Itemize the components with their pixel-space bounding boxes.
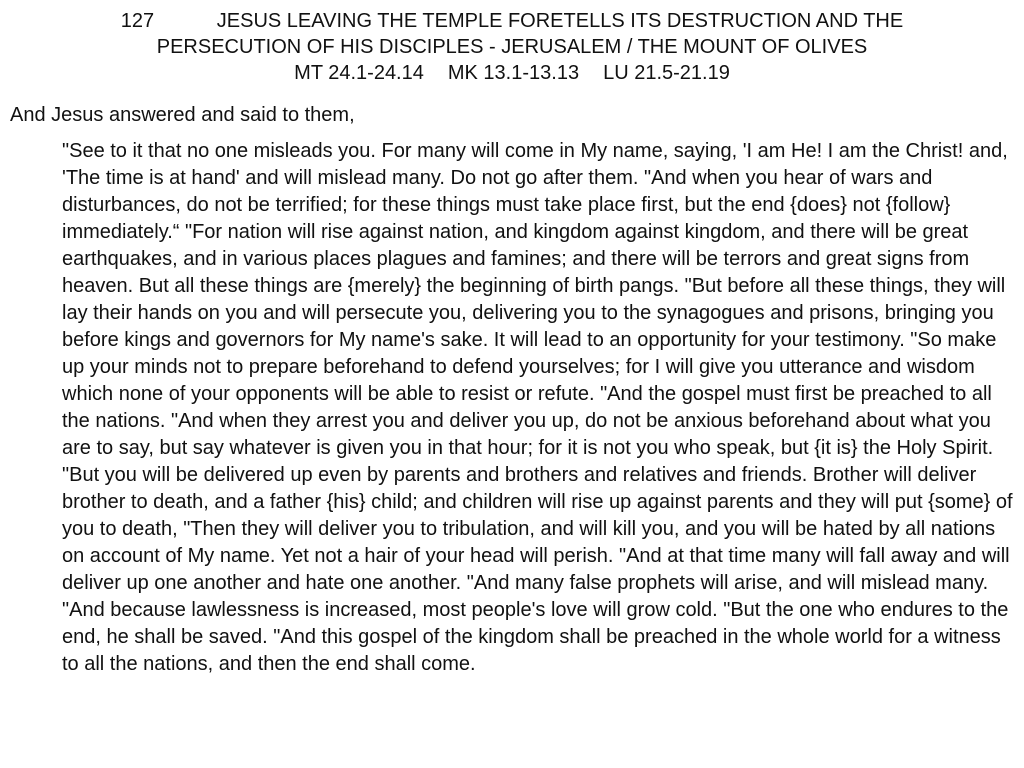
heading-title-line-1: JESUS LEAVING THE TEMPLE FORETELLS ITS DESTRUCTION AND THE: [216, 10, 904, 32]
scripture-references: [0, 60, 1024, 86]
intro-line: And Jesus answered and said to them,: [10, 104, 355, 126]
reference-luke: LU 21.5-21.19: [603, 62, 730, 84]
reference-matthew: MT 24.1-24.14: [294, 62, 424, 84]
reference-mark: MK 13.1-13.13: [447, 62, 580, 84]
heading-title-line-2: PERSECUTION OF HIS DISCIPLES - JERUSALEM / THE MOUNT OF OLIVES: [156, 36, 868, 58]
heading-line-1: [0, 8, 1024, 34]
passage-body: "See to it that no one misleads you. For many will come in My name, saying, 'I am He! I am the Christ! and, 'The time is at hand' and will mislead many. Do not go after them. "And when you hear of wars and disturbances, do not be terrified; for these things must take place first, but the end {does} not {follow} immediately.“ "For nation will rise against nation, and kingdom against kingdom, and there will be great earthquakes, and in various places plagues and famines; and there will be terrors and great signs from heaven. But all these things are {merely} the beginning of birth pangs. "But before all these things, they will lay their hands on you and will persecute you, delivering you to the synagogues and prisons, bringing you before kings and governors for My name's sake. It will lead to an opportunity for your testimony. "So make up your minds not to prepare beforehand to defend yourselves; for I will give you utterance and wisdom which none of your opponents will be able to resist or refute. "And the gospel must first be preached to all the nations. "And when they arrest you and deliver you up, do not be anxious beforehand about what you are to say, but say whatever is given you in that hour; for it is not you who speak, but {it is} the Holy Spirit. "But you will be delivered up even by parents and brothers and relatives and friends. Brother will deliver brother to death, and a father {his} child; and children will rise up against parents and they will put {some} of you to death, "Then they will deliver you to tribulation, and will kill you, and you will be hated by all nations on account of My name. Yet not a hair of your head will perish. "And at that time many will fall away and will deliver up one another and hate one another. "And many false prophets will arise, and will mislead many. "And because lawlessness is increased, most people's love will grow cold. "But the one who endures to the end, he shall be saved. "And this gospel of the kingdom shall be preached in the whole world for a witness to all the nations, and then the end shall come.: [62, 140, 1013, 675]
section-number: 127: [120, 10, 155, 32]
slide-heading: [0, 8, 1024, 86]
